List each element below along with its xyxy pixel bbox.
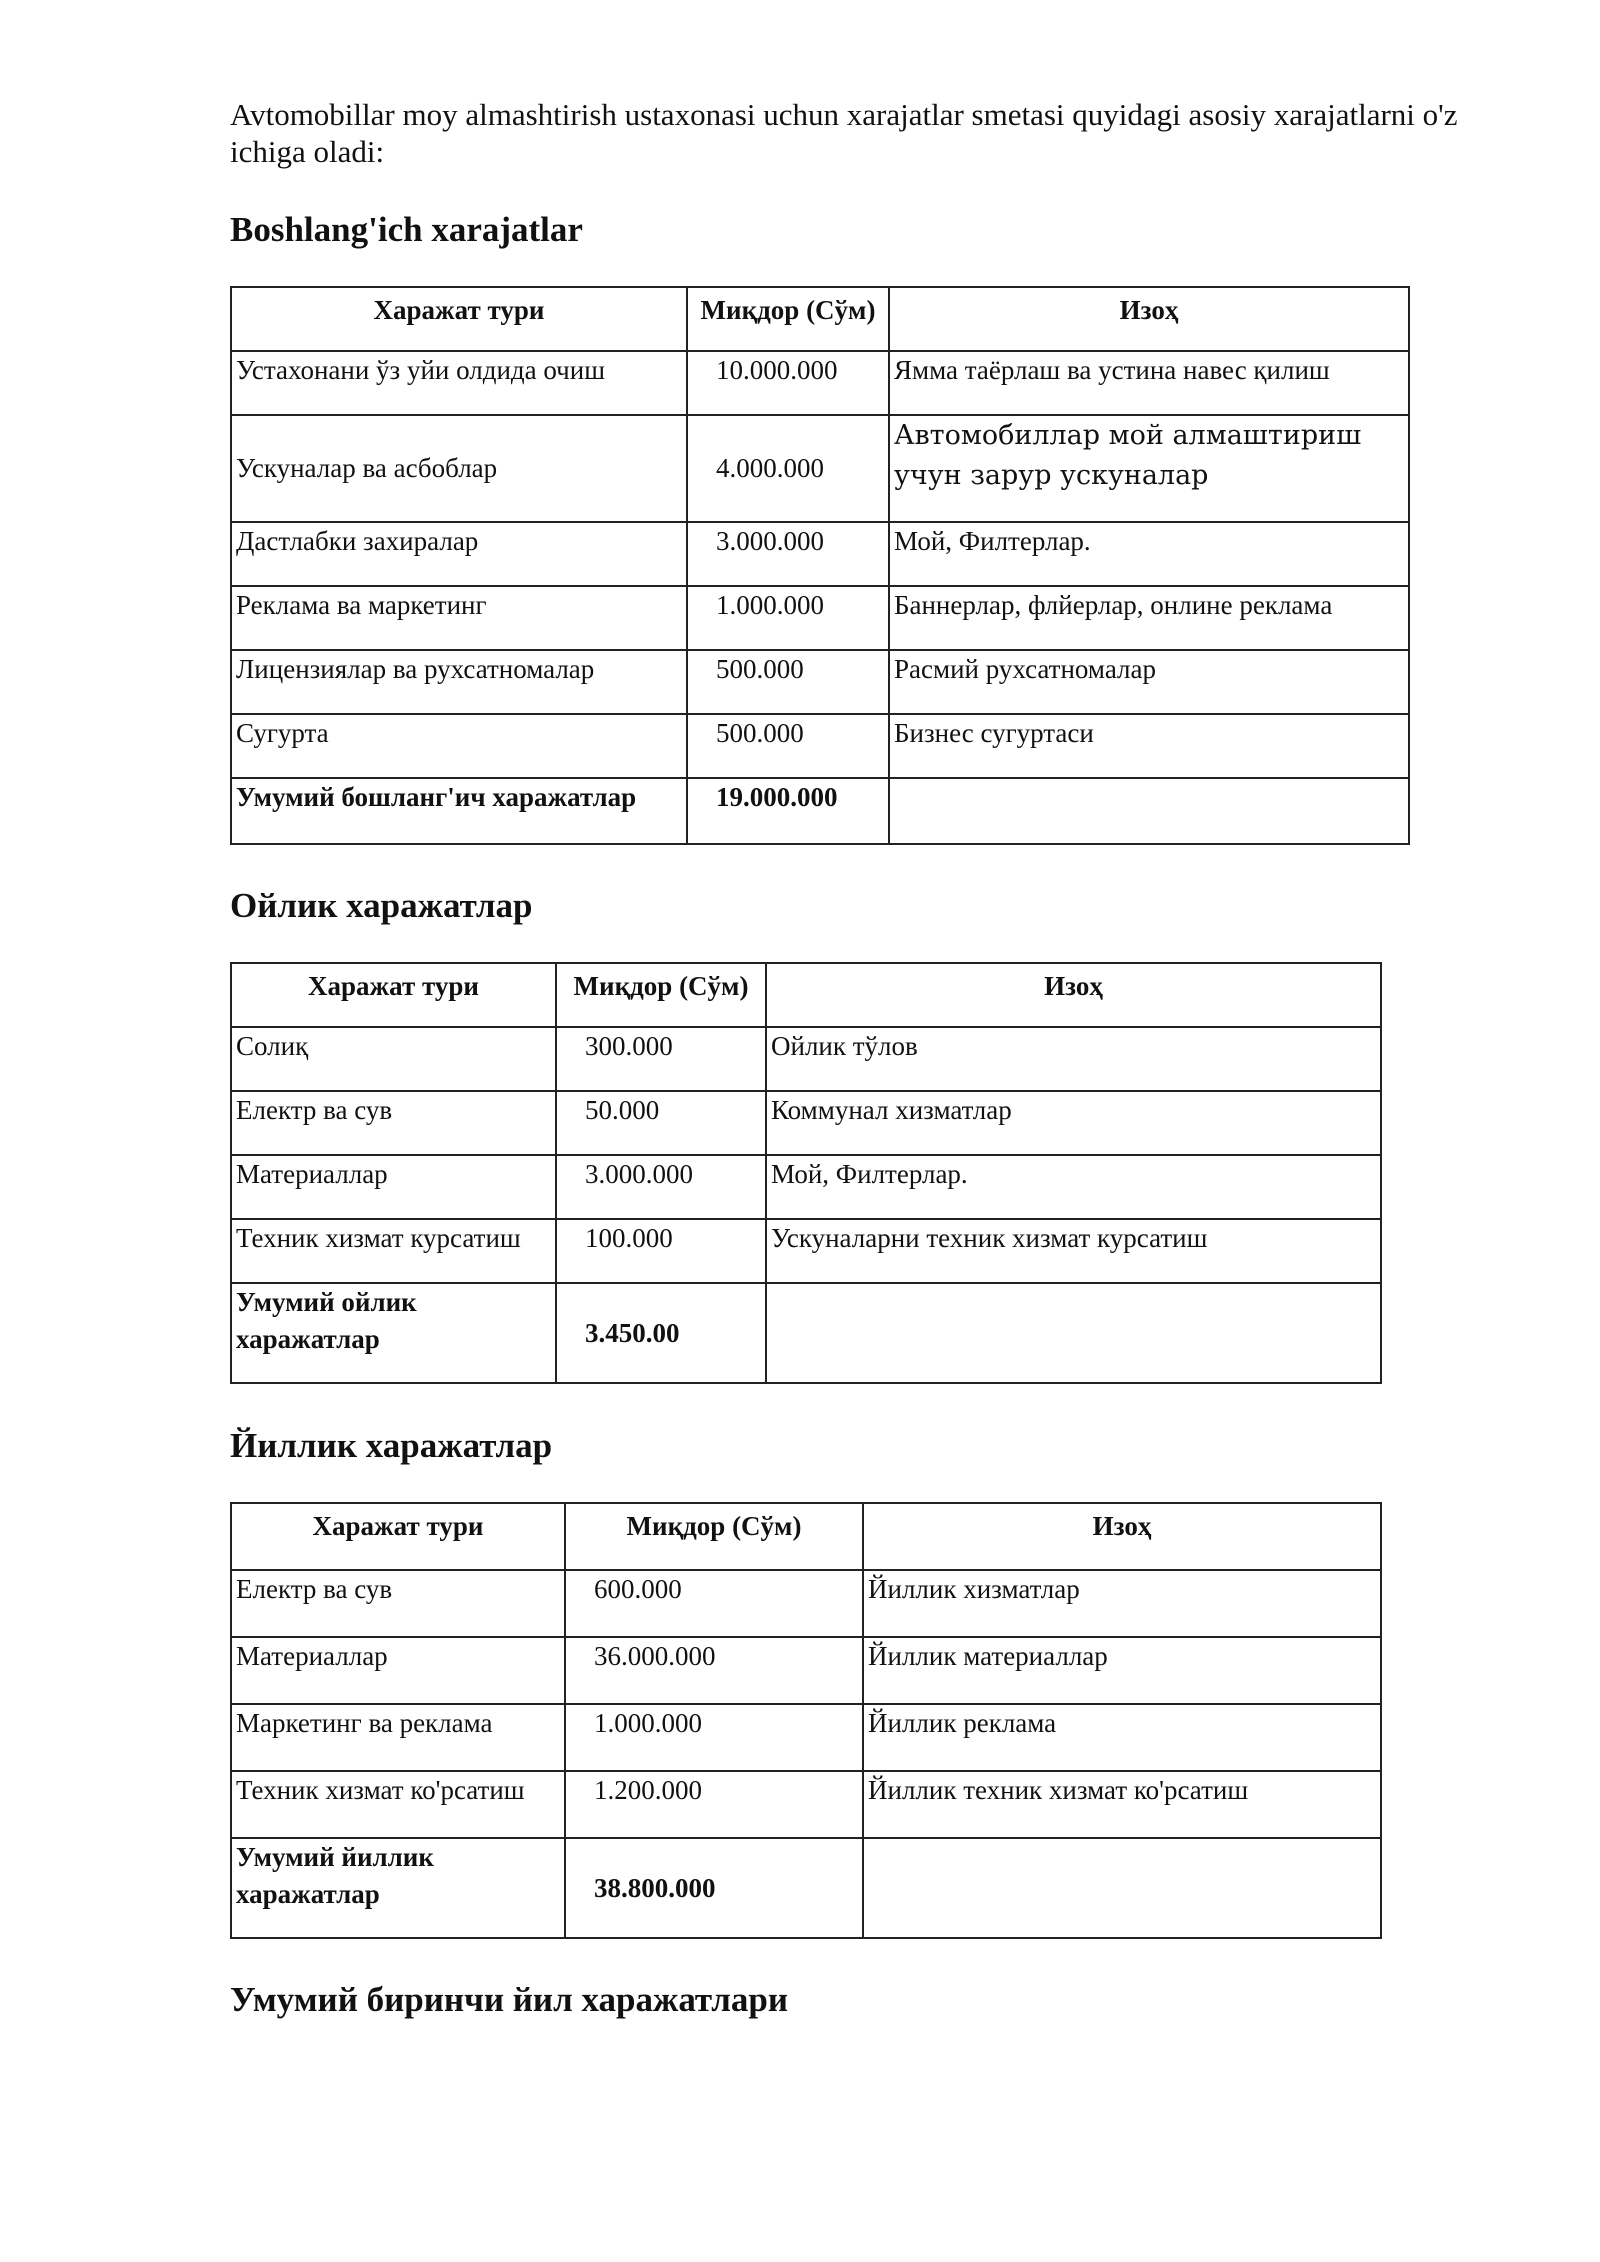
cell-total-label: Умумий бошланг'ич харажатлар [231, 778, 687, 844]
cell-note: Баннерлар, флйерлар, онлине реклама [889, 586, 1409, 650]
table-row [231, 1155, 1381, 1219]
cell-total-note [889, 778, 1409, 844]
cell-note: Мой, Филтерлар. [889, 522, 1409, 586]
cell-amount: 4.000.000 [687, 415, 889, 522]
cell-amount: 600.000 [565, 1570, 863, 1637]
cell-type: Реклама ва маркетинг [231, 586, 687, 650]
table-monthly-costs [230, 962, 1382, 1384]
col-header-amount: Миқдор (Сўм) [687, 287, 889, 351]
cell-amount: 1.200.000 [565, 1771, 863, 1838]
cell-amount: 3.000.000 [687, 522, 889, 586]
cell-amount: 50.000 [556, 1091, 766, 1155]
cell-total-label: Умумий йиллик харажатлар [231, 1838, 565, 1938]
col-header-type: Харажат тури [231, 1503, 565, 1570]
cell-note: Ойлик тўлов [766, 1027, 1381, 1091]
table-row [231, 351, 1409, 415]
col-header-amount: Миқдор (Сўм) [565, 1503, 863, 1570]
col-header-type: Харажат тури [231, 963, 556, 1027]
col-header-note: Изоҳ [766, 963, 1381, 1027]
table-header-row [231, 287, 1409, 351]
cell-amount: 500.000 [687, 714, 889, 778]
table-row [231, 1091, 1381, 1155]
cell-type: Устахонани ўз уйи олдида очиш [231, 351, 687, 415]
cell-type: Материаллар [231, 1155, 556, 1219]
col-header-note: Изоҳ [889, 287, 1409, 351]
cell-total-amount: 38.800.000 [565, 1838, 863, 1938]
cell-amount: 500.000 [687, 650, 889, 714]
cell-type: Техник хизмат ко'рсатиш [231, 1771, 565, 1838]
table-total-row [231, 1283, 1381, 1383]
cell-amount: 1.000.000 [687, 586, 889, 650]
cell-amount: 100.000 [556, 1219, 766, 1283]
cell-type: Материаллар [231, 1637, 565, 1704]
table-row [231, 522, 1409, 586]
table-row [231, 1771, 1381, 1838]
table-row [231, 415, 1409, 522]
table-row [231, 1570, 1381, 1637]
table-header-row [231, 1503, 1381, 1570]
document-page [230, 96, 1490, 2019]
table-row [231, 1027, 1381, 1091]
table-row [231, 650, 1409, 714]
cell-note: Йиллик техник хизмат ко'рсатиш [863, 1771, 1381, 1838]
cell-total-note [863, 1838, 1381, 1938]
table-row [231, 714, 1409, 778]
table-total-row [231, 1838, 1381, 1938]
cell-type: Сугурта [231, 714, 687, 778]
cell-amount: 36.000.000 [565, 1637, 863, 1704]
cell-amount: 10.000.000 [687, 351, 889, 415]
cell-total-label: Умумий ойлик харажатлар [231, 1283, 556, 1383]
cell-type: Електр ва сув [231, 1091, 556, 1155]
cell-amount: 3.000.000 [556, 1155, 766, 1219]
cell-type: Дастлабки захиралар [231, 522, 687, 586]
intro-paragraph: Avtomobillar moy almashtirish ustaxonasi uchun xarajatlar smetasi quyidagi asosiy xarajatlarni o'z ichiga oladi: [230, 97, 1458, 169]
cell-total-amount: 3.450.00 [556, 1283, 766, 1383]
cell-type: Ускуналар ва асбоблар [231, 415, 687, 522]
table-row [231, 1637, 1381, 1704]
col-header-amount: Миқдор (Сўм) [556, 963, 766, 1027]
table-total-row [231, 778, 1409, 844]
table-initial-costs [230, 286, 1410, 845]
table-header-row [231, 963, 1381, 1027]
cell-total-amount: 19.000.000 [687, 778, 889, 844]
cell-note: Ямма таёрлаш ва устина навес қилиш [889, 351, 1409, 415]
cell-type: Лицензиялар ва рухсатномалар [231, 650, 687, 714]
cell-type: Солиқ [231, 1027, 556, 1091]
cell-amount: 300.000 [556, 1027, 766, 1091]
cell-type: Електр ва сув [231, 1570, 565, 1637]
col-header-note: Изоҳ [863, 1503, 1381, 1570]
cell-note: Коммунал хизматлар [766, 1091, 1381, 1155]
cell-type: Маркетинг ва реклама [231, 1704, 565, 1771]
cell-note: Автомобиллар мой алмаштириш учун зарур ускуналар [889, 415, 1409, 522]
section-title-initial: Boshlang'ich xarajatlar [230, 210, 583, 249]
section-title-monthly: Ойлик харажатлар [230, 886, 533, 925]
cell-note: Расмий рухсатномалар [889, 650, 1409, 714]
table-row [231, 586, 1409, 650]
cell-note: Бизнес сугуртаси [889, 714, 1409, 778]
cell-amount: 1.000.000 [565, 1704, 863, 1771]
final-heading: Умумий биринчи йил харажатлари [230, 1980, 789, 2019]
cell-type: Техник хизмат курсатиш [231, 1219, 556, 1283]
cell-note: Йиллик хизматлар [863, 1570, 1381, 1637]
cell-note: Мой, Филтерлар. [766, 1155, 1381, 1219]
table-yearly-costs [230, 1502, 1382, 1939]
cell-total-note [766, 1283, 1381, 1383]
table-row [231, 1219, 1381, 1283]
col-header-type: Харажат тури [231, 287, 687, 351]
cell-note: Ускуналарни техник хизмат курсатиш [766, 1219, 1381, 1283]
section-title-yearly: Йиллик харажатлар [230, 1426, 553, 1465]
cell-note: Йиллик реклама [863, 1704, 1381, 1771]
cell-note: Йиллик материаллар [863, 1637, 1381, 1704]
table-row [231, 1704, 1381, 1771]
